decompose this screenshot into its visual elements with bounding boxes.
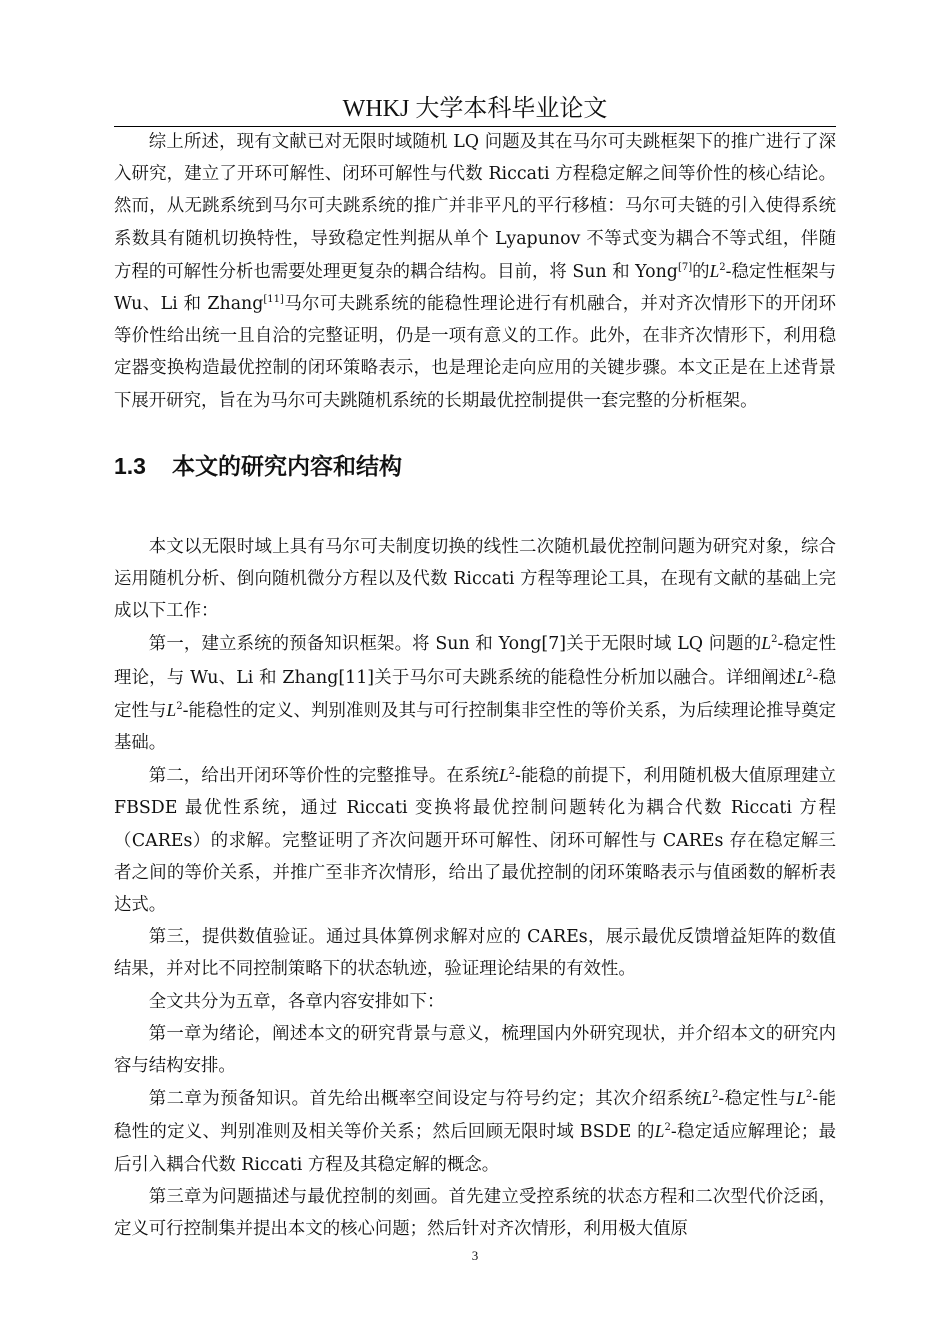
math-superscript: 2 (719, 261, 726, 273)
paragraph-first (114, 627, 836, 759)
citation: [11] (263, 294, 284, 306)
paragraph-overview: 全文共分为五章，各章内容安排如下： (148, 991, 445, 1012)
text-run: -能稳性的定义、判别准则及相关等价关系；然后回顾无限时域 BSDE 的 (114, 1089, 836, 1143)
paragraph-chapter-2 (114, 1082, 836, 1181)
text-run: -稳定性与 (114, 667, 836, 721)
text-run: 综上所述，现有文献已对无限时域随机 LQ 问题及其在马尔可夫跳框架下的推广进行了深入研究，建立了开环可解性、闭环可解性与代数 Riccati 方程稳定解之间等价性的核心结论。然而，从无跳系统到马尔可夫跳系统的推广并非平凡的平行移植：马尔可夫链的引入使得系统系数具有随机切换特性，导致稳定性判据从单个 Lyapunov 不等式变为耦合不等式组，伴随方程的可解性分析也需要处理更复杂的耦合结构。目前，将 Sun 和 Yong (114, 132, 836, 282)
text-run: -能稳性的定义、判别准则及其与可行控制集非空性的等价关系，为后续理论推导奠定基础。 (114, 700, 836, 754)
text-run: 的 (692, 261, 710, 282)
page-body (114, 126, 836, 1245)
math-L: L (709, 260, 720, 281)
section-number: 1.3 (114, 452, 146, 479)
paragraph-third: 第三，提供数值验证。通过具体算例求解对应的 CAREs，展示最优反馈增益矩阵的数值结果，并对比不同控制策略下的状态轨迹，验证理论结果的有效性。 (114, 927, 836, 980)
paragraph-intro: 本文以无限时域上具有马尔可夫制度切换的线性二次随机最优控制问题为研究对象，综合运用随机分析、倒向随机微分方程以及代数 Riccati 方程等理论工具，在现有文献的基础上完成以下工作： (114, 536, 836, 622)
math-L: L (166, 699, 177, 720)
paragraph-chapter-3: 第三章为问题描述与最优控制的刻画。首先建立受控系统的状态方程和二次型代价泛函，定义可行控制集并提出本文的核心问题；然后针对齐次情形，利用极大值原 (114, 1186, 836, 1240)
text-run: 第一，建立系统的预备知识框架。将 Sun 和 Yong[7]关于无限时域 LQ 问题的 (148, 634, 762, 655)
math-superscript: 2 (805, 1089, 813, 1101)
text-run: -稳定性与 (718, 1089, 797, 1110)
page-number: 3 (471, 1248, 479, 1263)
text-run: 第二章为预备知识。首先给出概率空间设定与符号约定；其次介绍系统 (148, 1089, 703, 1110)
math-L: L (796, 666, 807, 687)
text-run: 马尔可夫跳系统的能稳性理论进行有机融合，并对齐次情形下的开闭环等价性给出统一且自洽的完整证明，仍是一项有意义的工作。此外，在非齐次情形下，利用稳定器变换构造最优控制的闭环策略表示，也是理论走向应用的关键步骤。本文正是在上述背景下展开研究，旨在为马尔可夫跳随机系统的长期最优控制提供一套完整的分析框架。 (114, 294, 836, 411)
math-L: L (702, 1088, 713, 1109)
math-superscript: 2 (806, 667, 813, 679)
section-title: 本文的研究内容和结构 (172, 452, 402, 479)
paragraph-summary (114, 126, 836, 417)
math-L: L (796, 1088, 806, 1109)
math-superscript: 2 (664, 1122, 671, 1134)
math-L: L (761, 633, 772, 654)
citation: [7] (677, 261, 693, 273)
math-L: L (498, 765, 509, 786)
math-superscript: 2 (771, 634, 778, 646)
paragraph-chapter-1: 第一章为绪论，阐述本文的研究背景与意义，梳理国内外研究现状，并介绍本文的研究内容与结构安排。 (114, 1023, 836, 1077)
paragraph-second (114, 759, 836, 921)
math-superscript: 2 (508, 766, 515, 778)
math-L: L (654, 1121, 665, 1142)
text-run: -稳定性理论，与 Wu、Li 和 Zhang[11]关于马尔可夫跳系统的能稳性分析加以融合。详细阐述 (114, 634, 836, 688)
text-run: -稳定性框架与 Wu、Li 和 Zhang (114, 261, 836, 315)
section-heading (114, 450, 836, 482)
text-run: -能稳的前提下，利用随机极大值原理建立 FBSDE 最优性系统，通过 Riccati 变换将最优控制问题转化为耦合代数 Riccati 方程（CAREs）的求解。完整证明了齐次问题开环可解性、闭环可解性与 CAREs 存在稳定解三者之间的等价关系，并推广至非齐次情形，给出了最优控制的闭环策略表示与值函数的解析表达式。 (114, 766, 836, 916)
text-run: -稳定适应解理论；最后引入耦合代数 Riccati 方程及其稳定解的概念。 (114, 1122, 836, 1175)
math-superscript: 2 (176, 700, 183, 712)
page-header-title: WHKJ 大学本科毕业论文 (342, 96, 608, 122)
text-run: 第二，给出开闭环等价性的完整推导。在系统 (148, 766, 499, 787)
math-superscript: 2 (712, 1089, 719, 1101)
